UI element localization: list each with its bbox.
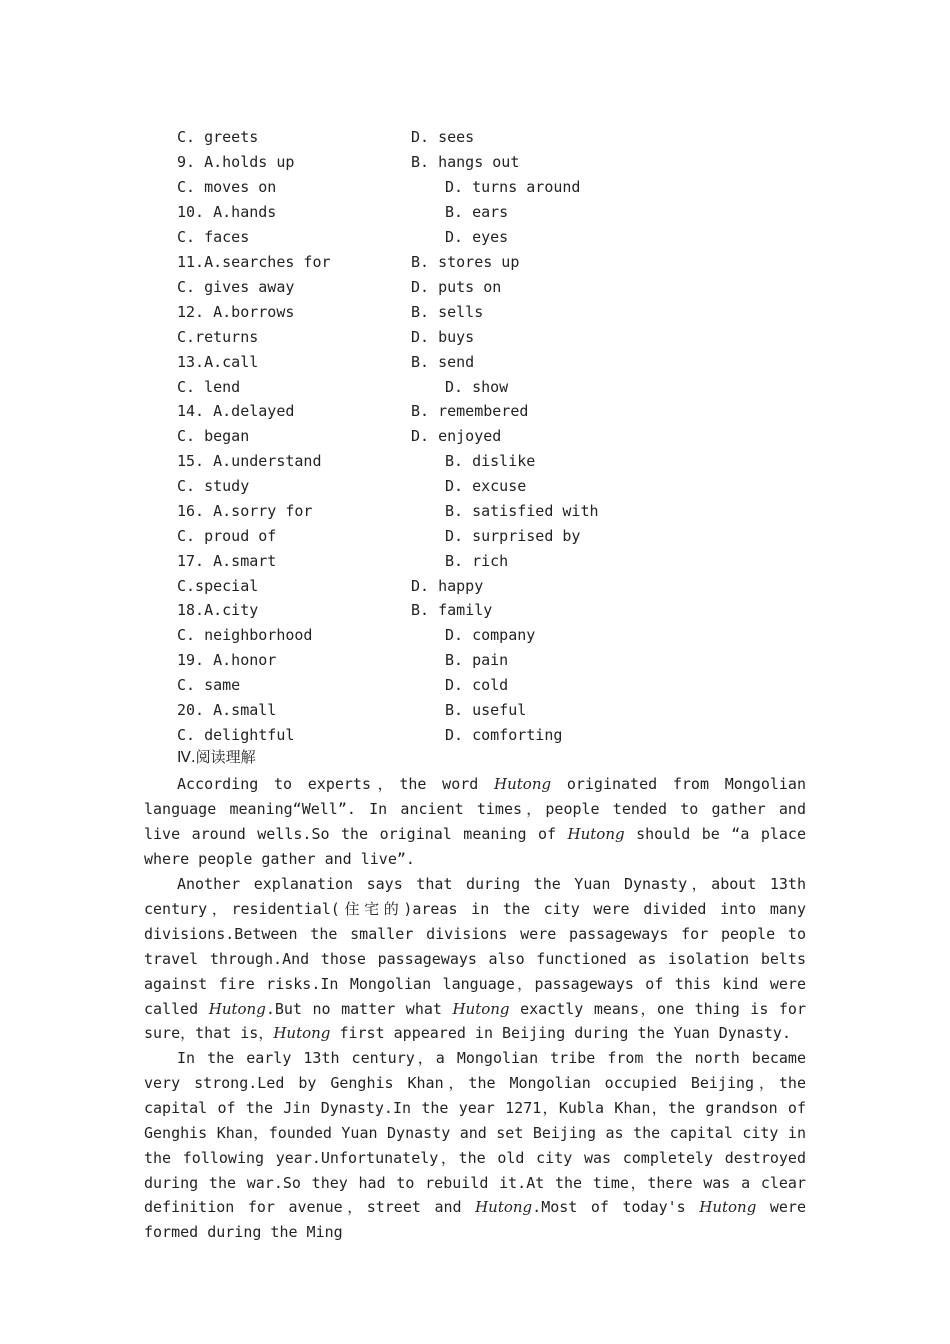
option-left: 9. A.holds up [177, 153, 295, 171]
option-right: B. rich [445, 552, 509, 570]
option-left: C.special [177, 577, 259, 595]
option-left: C. moves on [177, 178, 277, 196]
option-right: D. comforting [445, 726, 563, 744]
option-right: B. hangs out [411, 153, 520, 171]
italic-term: Hutong [273, 1024, 331, 1043]
option-right: B. sells [411, 303, 484, 321]
option-left: 17. A.smart [177, 552, 277, 570]
option-left: C. greets [177, 128, 259, 146]
option-left: C. proud of [177, 527, 277, 545]
passage-paragraph: According to experts，the word Hutong originated from Mongolian language meaning“Well”. In ancient times，people tended to gather and live around wells.So the original meaning of Hutong should be “a place where people gather and live”. [144, 775, 806, 868]
option-left: C. study [177, 477, 250, 495]
option-right: D. show [445, 378, 509, 396]
option-left: 13.A.call [177, 353, 259, 371]
passage-paragraph: In the early 13th century，a Mongolian tribe from the north became very strong.Led by Genghis Khan，the Mongolian occupied Beijing，the capital of the Jin Dynasty.In the year 1271，Kubla Khan，the grandson of Genghis Khan，founded Yuan Dynasty and set Beijing as the capital city in the following year.Unfortunately，the old city was completely destroyed during the war.So they had to rebuild it.At the time，there was a clear definition for avenue，street and Hutong.Most of today's Hutong were formed during the Ming [144, 1049, 806, 1242]
italic-term: Hutong [494, 775, 552, 793]
option-right: B. pain [445, 651, 509, 669]
italic-term: Hutong [452, 999, 510, 1018]
passage-paragraph: Another explanation says that during the Yuan Dynasty，about 13th century，residential(住宅的)areas in the city were divided into many divisions.Between the smaller divisions were passageways for people to travel through.And those passageways also functioned as isolation belts against fire risks.In Mongolian language，passageways of this kind were called Hutong.But no matter what Hutong exactly means，one thing is for sure，that is，Hutong first appeared in Beijing during the Yuan Dynasty. [144, 875, 806, 1043]
option-left: 11.A.searches for [177, 253, 331, 271]
section-title: Ⅳ.阅读理解 [177, 748, 256, 766]
option-right: B. dislike [445, 452, 536, 470]
option-right: B. useful [445, 701, 527, 719]
option-right: D. company [445, 626, 536, 644]
option-left: C. began [177, 427, 250, 445]
option-right: D. cold [445, 676, 509, 694]
option-right: B. family [411, 601, 493, 619]
option-left: 19. A.honor [177, 651, 277, 669]
option-right: D. buys [411, 328, 475, 346]
option-left: 16. A.sorry for [177, 502, 313, 520]
option-right: D. surprised by [445, 527, 581, 545]
option-left: C. delightful [177, 726, 295, 744]
option-left: C. neighborhood [177, 626, 313, 644]
option-right: B. ears [445, 203, 509, 221]
option-left: C. lend [177, 378, 241, 396]
italic-term: Hutong [208, 999, 266, 1018]
italic-term: Hutong [699, 1198, 757, 1217]
option-right: D. puts on [411, 278, 502, 296]
option-right: D. turns around [445, 178, 581, 196]
option-right: D. eyes [445, 228, 509, 246]
option-left: 20. A.small [177, 701, 277, 719]
italic-term: Hutong [567, 824, 625, 843]
option-left: 18.A.city [177, 601, 259, 619]
option-left: C. same [177, 676, 241, 694]
option-right: D. happy [411, 577, 484, 595]
option-right: B. send [411, 353, 475, 371]
option-left: C. faces [177, 228, 250, 246]
italic-term: Hutong [475, 1198, 533, 1217]
option-right: D. enjoyed [411, 427, 502, 445]
option-left: 10. A.hands [177, 203, 277, 221]
option-right: B. satisfied with [445, 502, 599, 520]
option-left: C. gives away [177, 278, 295, 296]
option-right: D. excuse [445, 477, 527, 495]
option-right: D. sees [411, 128, 475, 146]
option-left: 12. A.borrows [177, 303, 295, 321]
option-left: 14. A.delayed [177, 402, 295, 420]
option-left: 15. A.understand [177, 452, 322, 470]
option-right: B. remembered [411, 402, 529, 420]
option-left: C.returns [177, 328, 259, 346]
option-right: B. stores up [411, 253, 520, 271]
